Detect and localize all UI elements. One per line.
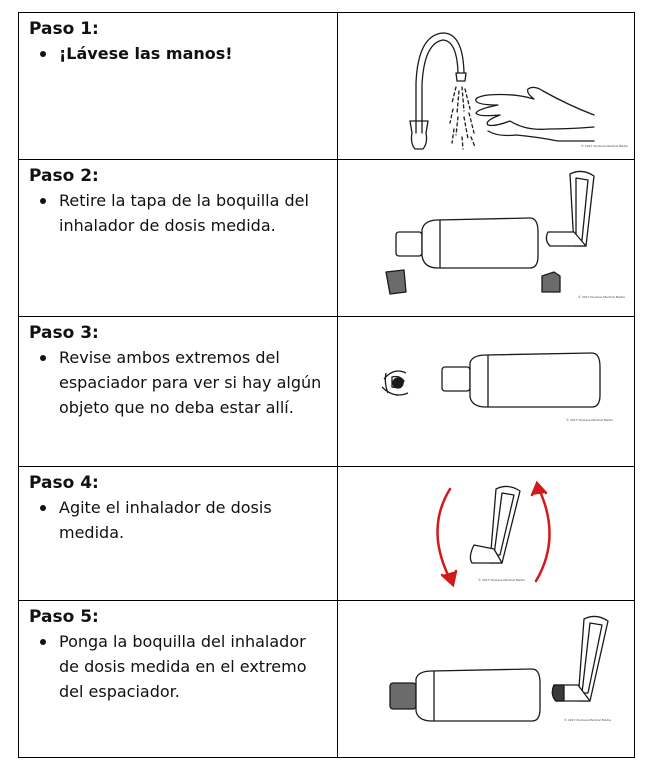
step-image-cell [338,317,635,467]
step-bullets [29,495,329,545]
image-credit: © 2017 Nucleus Medical Media [578,295,625,299]
step-title: Paso 4: [29,473,99,493]
step-row-5 [19,601,635,758]
image-credit: © 2017 Nucleus Medical Media [566,418,613,422]
step-bullets [29,41,329,66]
step-row-1 [19,13,635,160]
step-text-cell [19,601,338,758]
image-credit: © 2017 Nucleus Medical Media [564,718,611,722]
inhaler-cap-removal-icon [338,160,650,317]
step-title: Paso 5: [29,607,99,627]
shake-inhaler-icon [338,467,650,601]
step-row-3 [19,317,635,467]
step-instruction: Agite el inhalador de dosis medida. [59,495,329,545]
image-credit: © 2017 Nucleus Medical Media [581,144,628,148]
step-row-4 [19,467,635,601]
step-image-cell [338,13,635,160]
step-instruction: Ponga la boquilla del inhalador de dosis medida en el extremo del espaciador. [59,629,329,704]
step-instruction: Retire la tapa de la boquilla del inhalador de dosis medida. [59,188,329,238]
inhaler-into-spacer-icon [338,601,650,758]
step-row-2 [19,160,635,317]
step-bullets [29,188,329,238]
eye-spacer-icon [338,317,650,467]
step-text-cell [19,13,338,160]
step-instruction: ¡Lávese las manos! [59,41,329,66]
instruction-table [18,12,635,758]
image-credit: © 2017 Nucleus Medical Media [478,578,525,582]
step-image-cell [338,467,635,601]
step-title: Paso 2: [29,166,99,186]
step-title: Paso 1: [29,19,99,39]
step-bullets [29,345,329,420]
step-title: Paso 3: [29,323,99,343]
step-instruction: Revise ambos extremos del espaciador para ver si hay algún objeto que no deba estar allí. [59,345,329,420]
step-text-cell [19,467,338,601]
step-text-cell [19,317,338,467]
step-image-cell [338,601,635,758]
step-text-cell [19,160,338,317]
step-bullets [29,629,329,704]
step-image-cell [338,160,635,317]
hand-washing-icon [338,13,650,160]
